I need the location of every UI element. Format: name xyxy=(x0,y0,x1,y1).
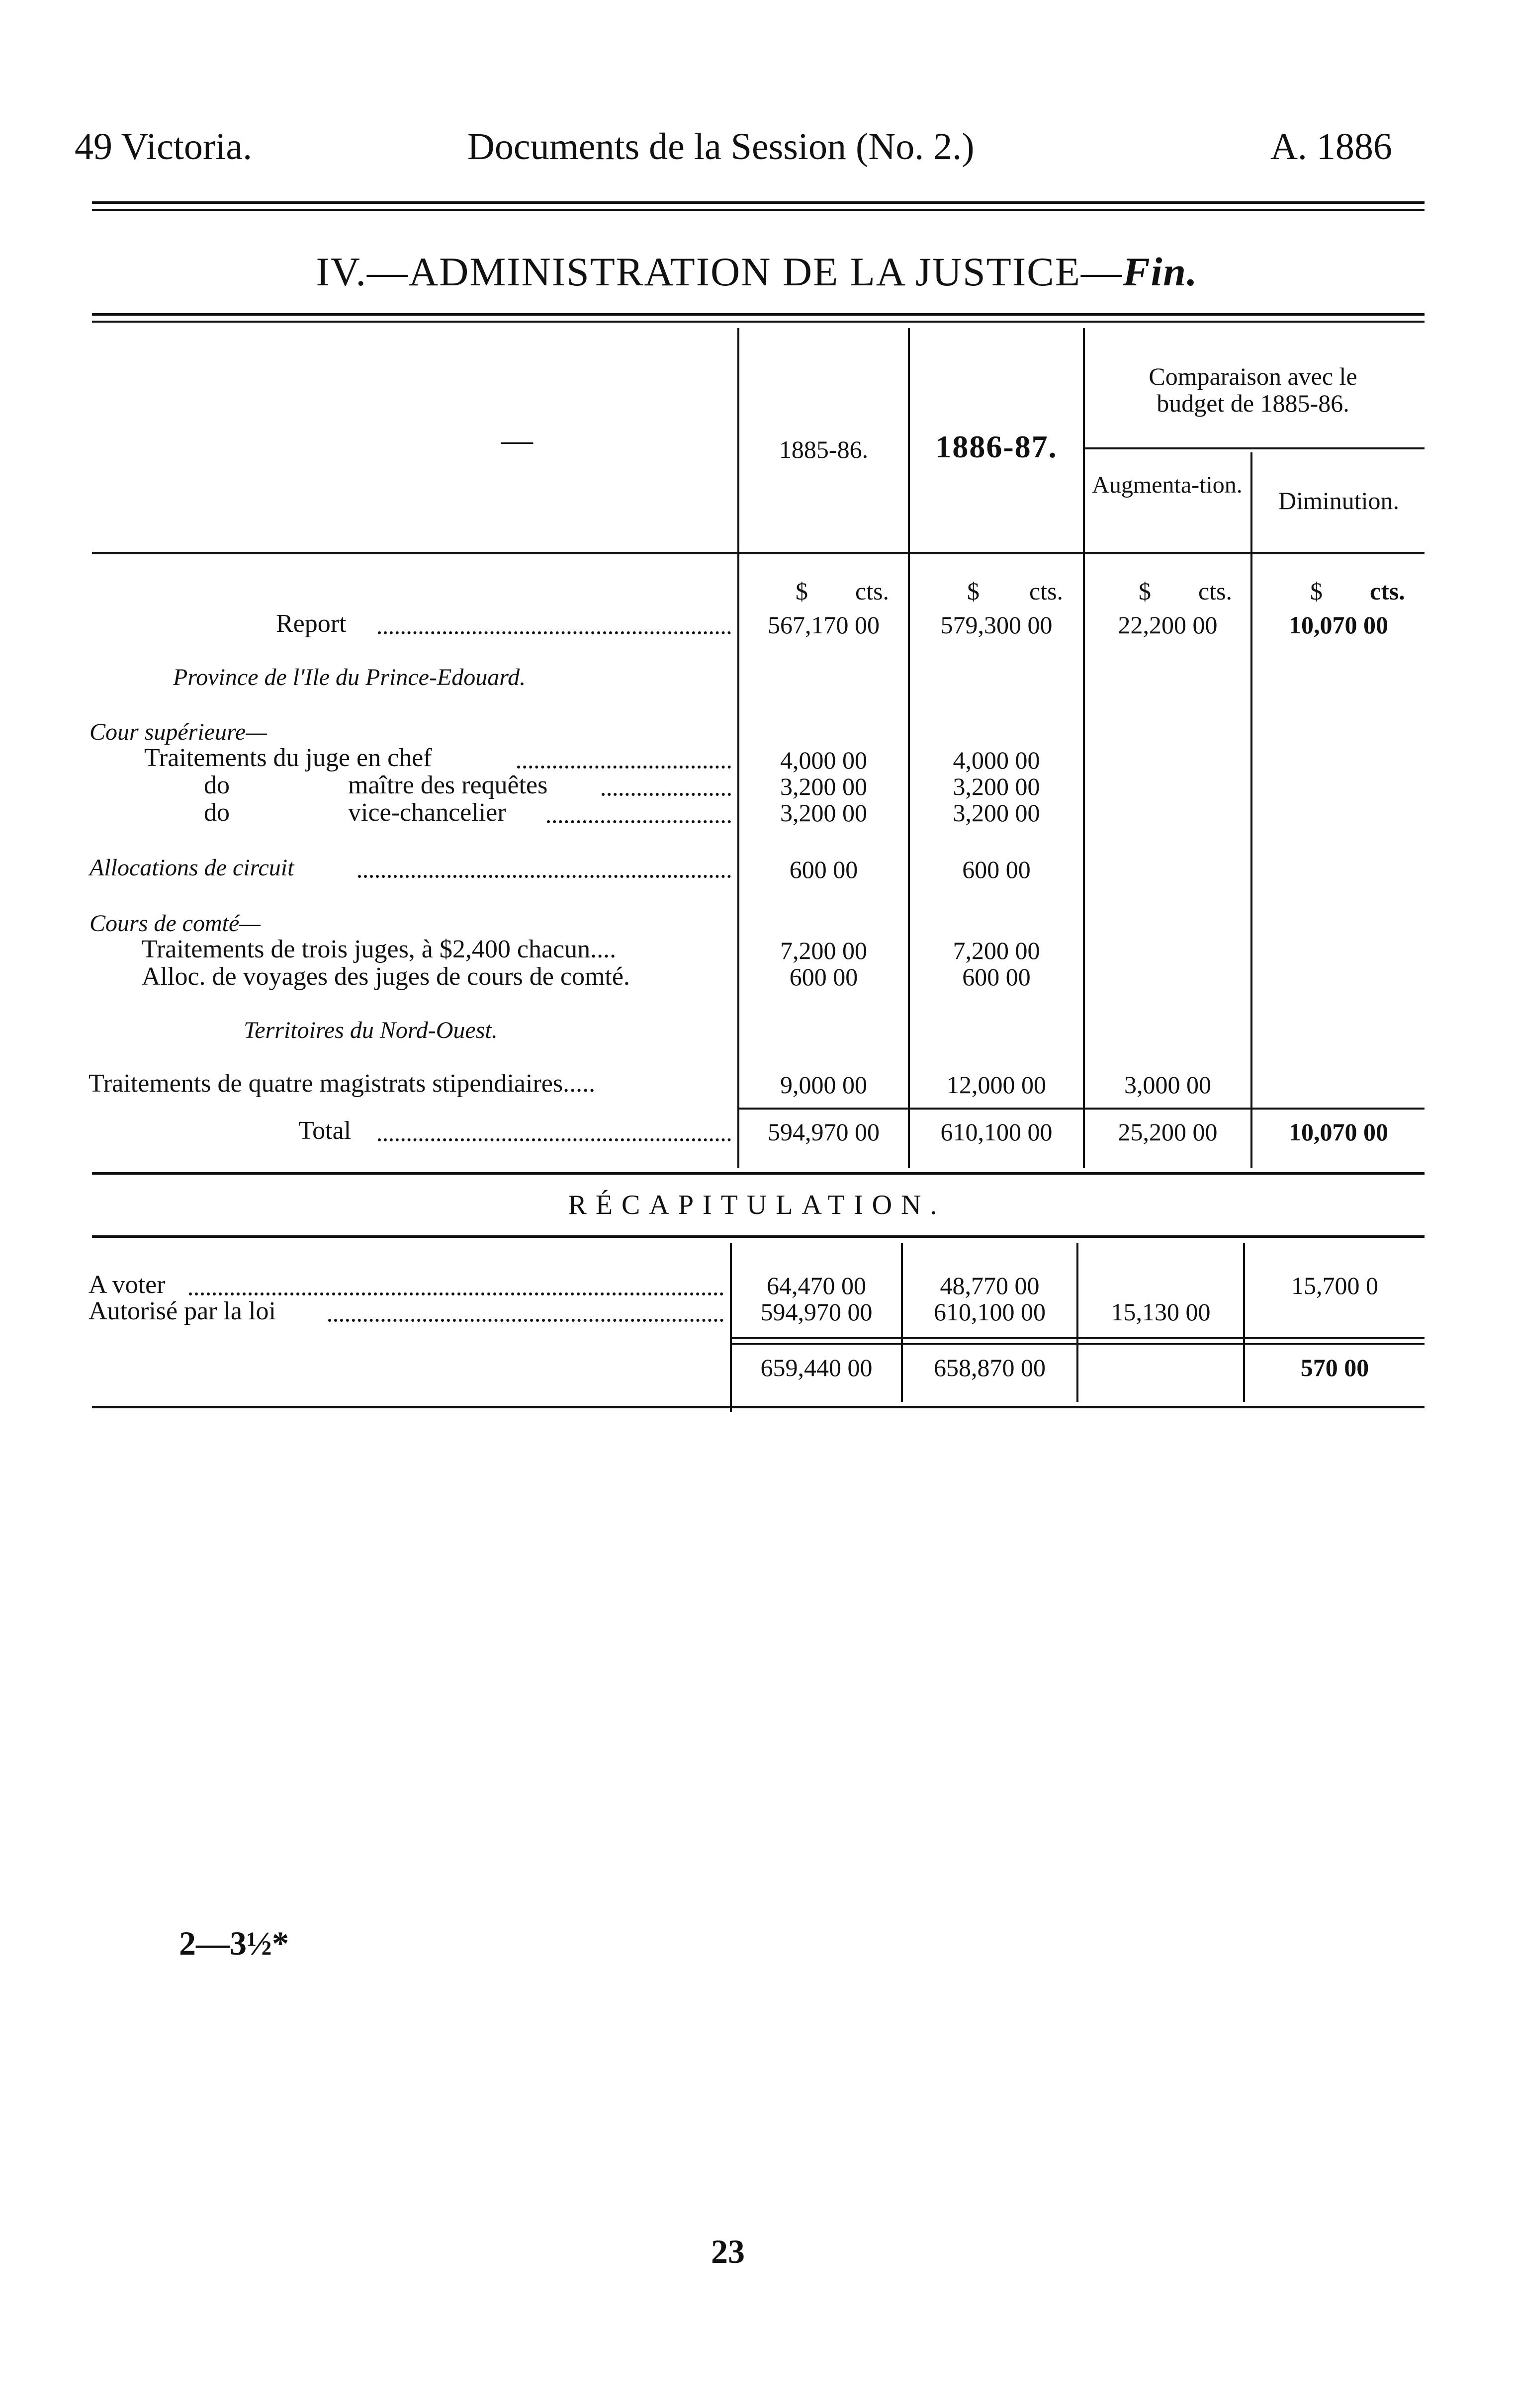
report-diminution: 10,070 00 xyxy=(1289,611,1388,639)
total-diminution: 10,070 00 xyxy=(1289,1118,1388,1146)
recap-voter-label: A voter xyxy=(89,1271,166,1299)
row-maitre-leader xyxy=(602,793,731,796)
total-rule xyxy=(737,1108,1425,1110)
recap-loi-1885-86: 594,970 00 xyxy=(760,1298,873,1326)
column-head-diminution: Diminution. xyxy=(1278,487,1400,515)
total-label: Total xyxy=(298,1117,352,1145)
recap-voter-diminution: 15,700 0 xyxy=(1291,1272,1378,1299)
recap-sum-rule-bottom xyxy=(730,1343,1425,1345)
recap-sum-1886-87: 658,870 00 xyxy=(934,1354,1046,1381)
heading-cour-superieure: Cour supérieure— xyxy=(89,719,267,745)
row-vice-1886-87: 3,200 00 xyxy=(953,799,1040,827)
recap-voter-1886-87: 48,770 00 xyxy=(940,1272,1040,1299)
recap-sum-1885-86: 659,440 00 xyxy=(760,1354,873,1381)
row-magistrats-1886-87: 12,000 00 xyxy=(947,1071,1046,1099)
unit-dollar-3: $ xyxy=(1139,577,1151,605)
header-session-year: 49 Victoria. xyxy=(75,126,253,168)
heading-cours-de-comte: Cours de comté— xyxy=(89,910,261,937)
row-maitre-label: maître des requêtes xyxy=(348,771,548,799)
report-label: Report xyxy=(276,609,347,638)
row-vice-ditto: do xyxy=(204,798,230,827)
row-juge-chef-label: Traitements du juge en chef xyxy=(144,744,432,772)
row-alloc-voyages-label: Alloc. de voyages des juges de cours de comté. xyxy=(142,962,630,991)
description-column-dash: — xyxy=(501,422,533,457)
heading-territoires-nord-ouest: Territoires du Nord-Ouest. xyxy=(244,1017,498,1043)
table-end-rule xyxy=(92,1172,1425,1175)
row-maitre-1885-86: 3,200 00 xyxy=(780,773,867,800)
report-1885-86: 567,170 00 xyxy=(768,611,880,639)
row-alloc-voyages-1886-87: 600 00 xyxy=(962,963,1031,991)
recap-loi-label: Autorisé par la loi xyxy=(89,1297,276,1325)
title-rule-top xyxy=(92,313,1425,316)
recap-voter-1885-86: 64,470 00 xyxy=(767,1272,866,1299)
row-alloc-circuit-1885-86: 600 00 xyxy=(789,856,858,883)
column-head-comparison: Comparaison avec le budget de 1885-86. xyxy=(1149,362,1357,417)
header-document-title: Documents de la Session (No. 2.) xyxy=(467,126,975,168)
row-trois-juges-1885-86: 7,200 00 xyxy=(780,937,867,964)
row-vice-label: vice-chancelier xyxy=(348,798,506,827)
recap-col-divider-1 xyxy=(730,1243,732,1412)
header-rule-top xyxy=(92,201,1425,204)
row-trois-juges-label: Traitements de trois juges, à $2,400 chacun.... xyxy=(142,935,617,963)
row-magistrats-1885-86: 9,000 00 xyxy=(780,1071,867,1099)
recap-voter-leader xyxy=(189,1292,723,1295)
recap-end-rule xyxy=(92,1406,1425,1408)
total-augmentation: 25,200 00 xyxy=(1118,1118,1218,1146)
row-juge-chef-1885-86: 4,000 00 xyxy=(780,746,867,774)
total-1886-87: 610,100 00 xyxy=(940,1118,1053,1146)
recap-sum-rule-top xyxy=(730,1337,1425,1339)
report-leader xyxy=(378,631,731,634)
row-juge-chef-leader xyxy=(517,766,731,769)
row-juge-chef-1886-87: 4,000 00 xyxy=(953,746,1040,774)
unit-dollar-2: $ xyxy=(967,577,980,605)
col-divider-4 xyxy=(1250,452,1252,1168)
unit-cts-3: cts. xyxy=(1198,577,1233,605)
page-number: 23 xyxy=(711,2233,745,2270)
total-leader xyxy=(378,1138,731,1141)
total-1885-86: 594,970 00 xyxy=(768,1118,880,1146)
row-maitre-ditto: do xyxy=(204,771,230,799)
recap-sum-diminution: 570 00 xyxy=(1300,1354,1369,1381)
section-title: IV.—ADMINISTRATION DE LA JUSTICE—Fin. xyxy=(316,249,1198,294)
unit-dollar-4: $ xyxy=(1310,577,1323,605)
comparison-rule xyxy=(1083,447,1425,449)
unit-cts-2: cts. xyxy=(1029,577,1064,605)
report-augmentation: 22,200 00 xyxy=(1118,611,1218,639)
recap-loi-1886-87: 610,100 00 xyxy=(934,1298,1046,1326)
row-magistrats-augmentation: 3,000 00 xyxy=(1124,1071,1211,1099)
row-magistrats-label: Traitements de quatre magistrats stipendiaires..... xyxy=(89,1069,596,1098)
row-vice-leader xyxy=(547,820,731,823)
header-rule-bottom xyxy=(92,209,1425,211)
unit-cts-1: cts. xyxy=(855,577,890,605)
heading-prince-edward-island: Province de l'Ile du Prince-Edouard. xyxy=(173,664,526,690)
column-head-1885-86: 1885-86. xyxy=(779,435,869,463)
recap-rule xyxy=(92,1235,1425,1238)
recap-loi-augmentation: 15,130 00 xyxy=(1111,1298,1211,1326)
row-vice-1885-86: 3,200 00 xyxy=(780,799,867,827)
unit-dollar-1: $ xyxy=(796,577,808,605)
column-head-rule xyxy=(92,552,1425,554)
header-series: A. 1886 xyxy=(1270,126,1392,168)
row-alloc-voyages-1885-86: 600 00 xyxy=(789,963,858,991)
row-maitre-1886-87: 3,200 00 xyxy=(953,773,1040,800)
title-rule-bottom xyxy=(92,321,1425,323)
unit-cts-4: cts. xyxy=(1370,577,1405,605)
printer-signature: 2—3½* xyxy=(179,1924,289,1962)
column-head-augmentation: Augmenta-tion. xyxy=(1092,472,1243,498)
report-1886-87: 579,300 00 xyxy=(940,611,1053,639)
row-alloc-circuit-leader xyxy=(358,875,731,878)
recapitulation-heading: RÉCAPITULATION. xyxy=(568,1190,946,1220)
row-alloc-circuit-label: Allocations de circuit xyxy=(89,855,294,881)
row-trois-juges-1886-87: 7,200 00 xyxy=(953,937,1040,964)
row-alloc-circuit-1886-87: 600 00 xyxy=(962,856,1031,883)
recap-loi-leader xyxy=(328,1319,723,1322)
column-head-1886-87: 1886-87. xyxy=(935,429,1058,464)
col-divider-3 xyxy=(1083,328,1085,1168)
